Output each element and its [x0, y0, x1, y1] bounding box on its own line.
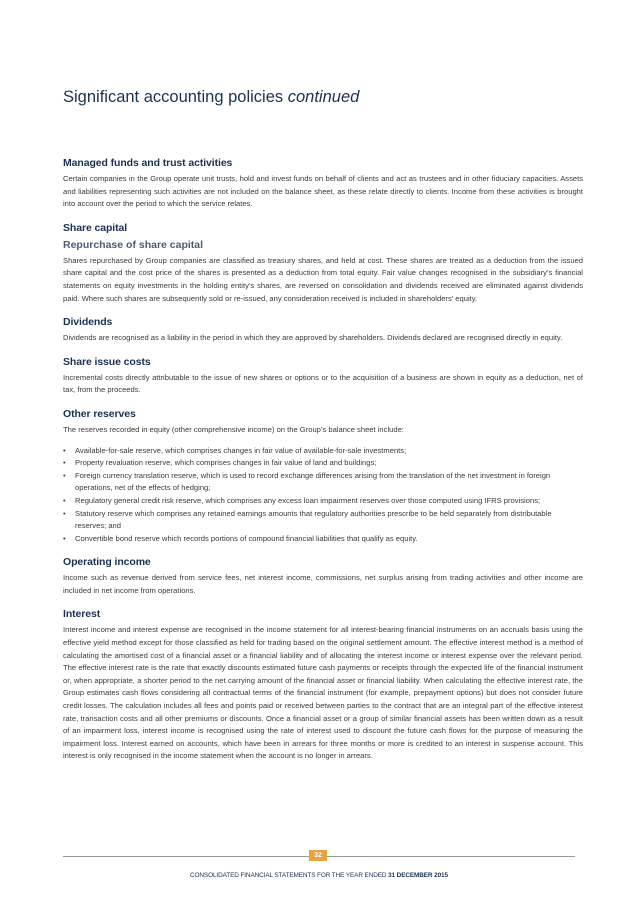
section-heading: Other reserves [63, 407, 136, 420]
section-heading: Share issue costs [63, 355, 151, 368]
section-share-capital [63, 221, 583, 305]
bullet: • [63, 508, 66, 518]
page-title-suffix: continued [287, 88, 360, 106]
section-heading: Managed funds and trust activities [63, 157, 233, 169]
list-item [63, 445, 583, 458]
section-dividends [63, 315, 583, 345]
list-item-text: Convertible bond reserve which records portions of compound financial liabilities that qualify as equity. [75, 533, 418, 543]
section-subheading: Repurchase of share capital [63, 238, 204, 251]
list-item [63, 533, 583, 546]
page-title [63, 88, 359, 107]
list-item-text: Regulatory general credit risk reserve, which comprises any excess loan impairment reserves over those computed using IFRS provisions; [75, 495, 541, 505]
section-body: Income such as revenue derived from service fees, net interest income, commissions, net surplus arising from trading activities and other income are included in net income from operations. [63, 573, 583, 595]
section-interest [63, 607, 583, 763]
bullet: • [63, 533, 66, 543]
footer-caption [0, 872, 638, 879]
bullet: • [63, 458, 66, 468]
section-heading: Interest [63, 608, 101, 621]
bullet: • [63, 470, 66, 480]
reserves-list [63, 445, 583, 546]
list-item [63, 457, 583, 470]
section-body: The reserves recorded in equity (other comprehensive income) on the Group’s balance sheet include: [63, 424, 404, 434]
section-operating-income [63, 555, 583, 597]
list-item-text: Available-for-sale reserve, which comprises changes in fair value of available-for-sale investments; [75, 445, 407, 455]
section-heading: Operating income [63, 556, 151, 569]
page-number-badge: 32 [309, 850, 327, 861]
list-item-text: Foreign currency translation reserve, which is used to record exchange differences arising from the translation of the net investment in foreign operations, net of the effects of hedging; [75, 470, 551, 493]
bullet: • [63, 445, 66, 455]
bullet: • [63, 495, 66, 505]
footer-date: 31 DECEMBER 2015 [388, 872, 448, 879]
section-share-issue-costs [63, 355, 583, 397]
list-item-text: Property revaluation reserve, which comprises changes in fair value of land and buildings; [75, 458, 377, 468]
list-item [63, 470, 583, 495]
section-body: Dividends are recognised as a liability in the period in which they are approved by shareholders. Dividends declared are recognised directly in equity. [63, 333, 563, 343]
section-body: Certain companies in the Group operate unit trusts, hold and invest funds on behalf of clients and act as trustees and in other fiduciary capacities. Assets and liabilities representing such activities are not included on the balance sheet, as these relate directly to clients. Income from these activities is brought into account over the period to which the service relates. [63, 174, 583, 209]
section-heading: Dividends [63, 316, 113, 329]
footer-text: CONSOLIDATED FINANCIAL STATEMENTS FOR THE YEAR ENDED [190, 872, 387, 879]
section-heading: Share capital [63, 221, 128, 234]
main-content [63, 156, 583, 773]
section-body: Shares repurchased by Group companies are classified as treasury shares, and held at cost. These shares are treated as a deduction from the issued share capital and the cost price of the shares is presented as a deduction from total equity. Fair value changes recognised in the subsidiary’s financial statements on equity investments in the holding entity’s shares, are reversed on consolidation and dividends received are eliminated against dividends paid. Where such shares are subsequently sold or re-issued, any consideration received is included in shareholders’ equity. [63, 255, 583, 303]
section-body: Interest income and interest expense are recognised in the income statement for all interest-bearing financial instruments on an accruals basis using the effective yield method except for those classified as held for trading based on the original settlement amount. The effective interest method is a method of calculating the amortised cost of a financial asset or a financial liability and of allocating the interest income or interest expense over the relevant period. The effective interest rate is the rate that exactly discounts estimated future cash payments or receipts through the expected life of the financial instrument or, when appropriate, a shorter period to the net carrying amount of the financial asset or financial liability. When calculating the effective interest rate, the Group estimates cash flows considering all contractual terms of the financial instrument (for example, prepayment options) but does not consider future credit losses. The calculation includes all fees and points paid or received between parties to the contract that are an integral part of the effective interest rate, transaction costs and all other premiums or discounts. Once a financial asset or a group of similar financial assets has been written down as a result of an impairment loss, interest income is recognised using the rate of interest used to discount the future cash flows for the purpose of measuring the impairment loss. Interest earned on accounts, which have been in arrears for three months or more is credited to an interest in suspense account. This interest is only recognised in the income statement when the account is no longer in arrears. [63, 625, 583, 761]
page-title-main: Significant accounting policies [63, 88, 284, 106]
section-body: Incremental costs directly attributable to the issue of new shares or options or to the acquisition of a business are shown in equity as a deduction, net of tax, from the proceeds. [63, 372, 583, 395]
list-item [63, 508, 583, 533]
list-item [63, 495, 583, 508]
list-item-text: Statutory reserve which comprises any retained earnings amounts that regulatory authorities prescribe to be held separately from distributable reserves; and [75, 508, 552, 531]
section-managed-funds [63, 156, 583, 211]
section-other-reserves [63, 407, 583, 545]
